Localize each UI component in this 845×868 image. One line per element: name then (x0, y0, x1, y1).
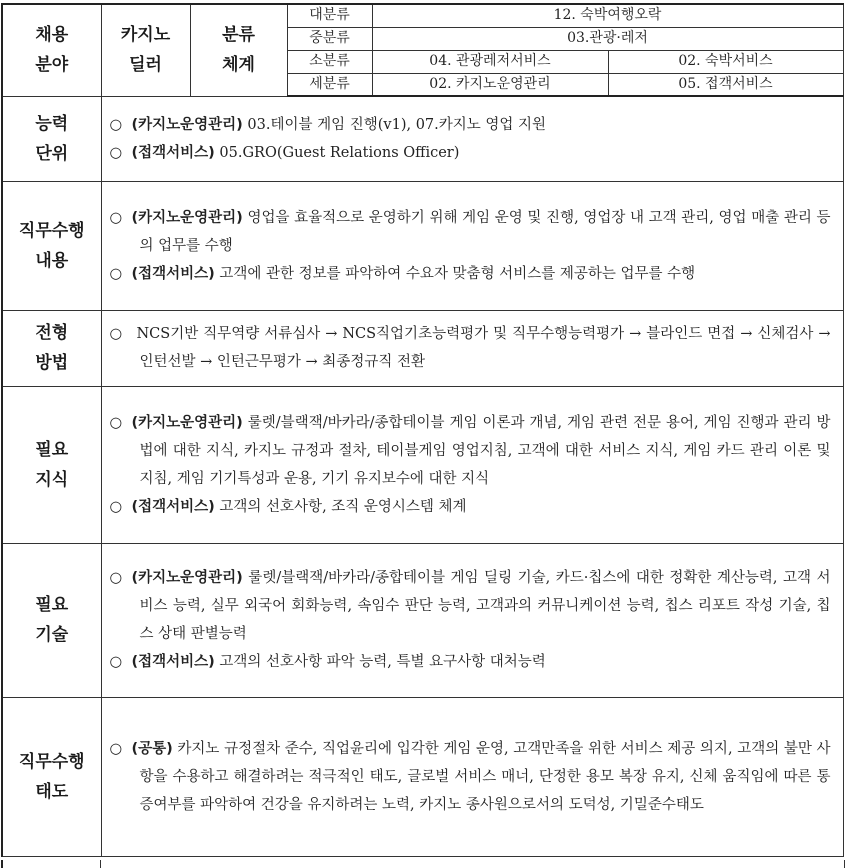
list-item: ○ (접객서비스) 고객의 선호사항, 조직 운영시스템 체계 (109, 498, 467, 515)
list-item: ○ (카지노운영관리) 룰렛/블랙잭/바카라/종합테이블 게임 이론과 개념, 게임 관련 전문 용어, 게임 진행과 관리 방법에 대한 지식, 카지노 규정과 절차, 테이블게임 영업지침, 고객에 대한 서비스 지식, 게임 카드 관리 이론 및 지침, 게임 기기특성과 운용, 기기 유지보수에 대한 지식 (109, 414, 831, 487)
row-content-job-content (101, 181, 843, 310)
job-description-table (1, 3, 844, 857)
level-minor-value-1: 04. 관광레저서비스 (372, 50, 608, 73)
row-label-job-attitude: 직무수행 태도 (2, 697, 101, 856)
level-minor-value-2: 02. 숙박서비스 (608, 50, 843, 73)
table-continuation-divider (100, 860, 101, 868)
row-content-required-skill (101, 543, 843, 697)
level-major-value: 12. 숙박여행오락 (372, 4, 843, 27)
row-content-job-attitude (101, 697, 843, 856)
level-middle-value: 03.관광·레저 (372, 27, 843, 50)
list-item: ○ (공통) 카지노 규정절차 준수, 직업윤리에 입각한 게임 운영, 고객만족을 위한 서비스 제공 의지, 고객의 불만 사항을 수용하고 해결하려는 적극적인 태도, 글로벌 서비스 매너, 단정한 용모 복장 유지, 신체 움직임에 따른 통증여부를 파악하여 건강을 유지하려는 노력, 카지노 종사원으로서의 도덕성, 기밀준수태도 (109, 740, 831, 813)
level-detail-value-1: 02. 카지노운영관리 (372, 73, 608, 96)
level-minor-label: 소분류 (287, 50, 372, 73)
list-item: ○ (카지노운영관리) 룰렛/블랙잭/바카라/종합테이블 게임 딜링 기술, 카드·칩스에 대한 정확한 계산능력, 고객 서비스 능력, 실무 외국어 회화능력, 속임수 판단 능력, 고객과의 커뮤니케이션 능력, 칩스 리포트 작성 기술, 칩스 상태 판별능력 (109, 570, 831, 642)
row-content-ability-unit (101, 96, 843, 181)
recruit-field-value: 카지노 딜러 (101, 4, 190, 96)
row-label-selection-method: 전형 방법 (2, 310, 101, 386)
level-middle-label: 중분류 (287, 27, 372, 50)
list-item: ○ NCS기반 직무역량 서류심사 → NCS직업기초능력평가 및 직무수행능력평가 → 블라인드 면접 → 신체검사 → 인턴선발 → 인턴근무평가 → 최종정규직 전환 (109, 326, 831, 370)
list-item: ○ (접객서비스) 05.GRO(Guest Relations Officer) (109, 144, 460, 161)
row-content-required-knowledge (101, 386, 843, 543)
recruit-field-label: 채용 분야 (2, 4, 101, 96)
row-label-required-knowledge: 필요 지식 (2, 386, 101, 543)
row-content-selection-method (101, 310, 843, 386)
level-detail-value-2: 05. 접객서비스 (608, 73, 843, 96)
row-label-ability-unit: 능력 단위 (2, 96, 101, 181)
table-continuation (1, 860, 845, 868)
classification-system-label: 분류 체계 (190, 4, 287, 96)
level-major-label: 대분류 (287, 4, 372, 27)
row-label-job-content: 직무수행 내용 (2, 181, 101, 310)
list-item: ○ (카지노운영관리) 영업을 효율적으로 운영하기 위해 게임 운영 및 진행, 영업장 내 고객 관리, 영업 매출 관리 등의 업무를 수행 (109, 209, 831, 254)
row-label-required-skill: 필요 기술 (2, 543, 101, 697)
list-item: ○ (접객서비스) 고객의 선호사항 파악 능력, 특별 요구사항 대처능력 (109, 654, 546, 670)
list-item: ○ (접객서비스) 고객에 관한 정보를 파악하여 수요자 맞춤형 서비스를 제공하는 업무를 수행 (109, 265, 696, 282)
list-item: ○ (카지노운영관리) 03.테이블 게임 진행(v1), 07.카지노 영업 지원 (109, 116, 547, 133)
level-detail-label: 세분류 (287, 73, 372, 96)
